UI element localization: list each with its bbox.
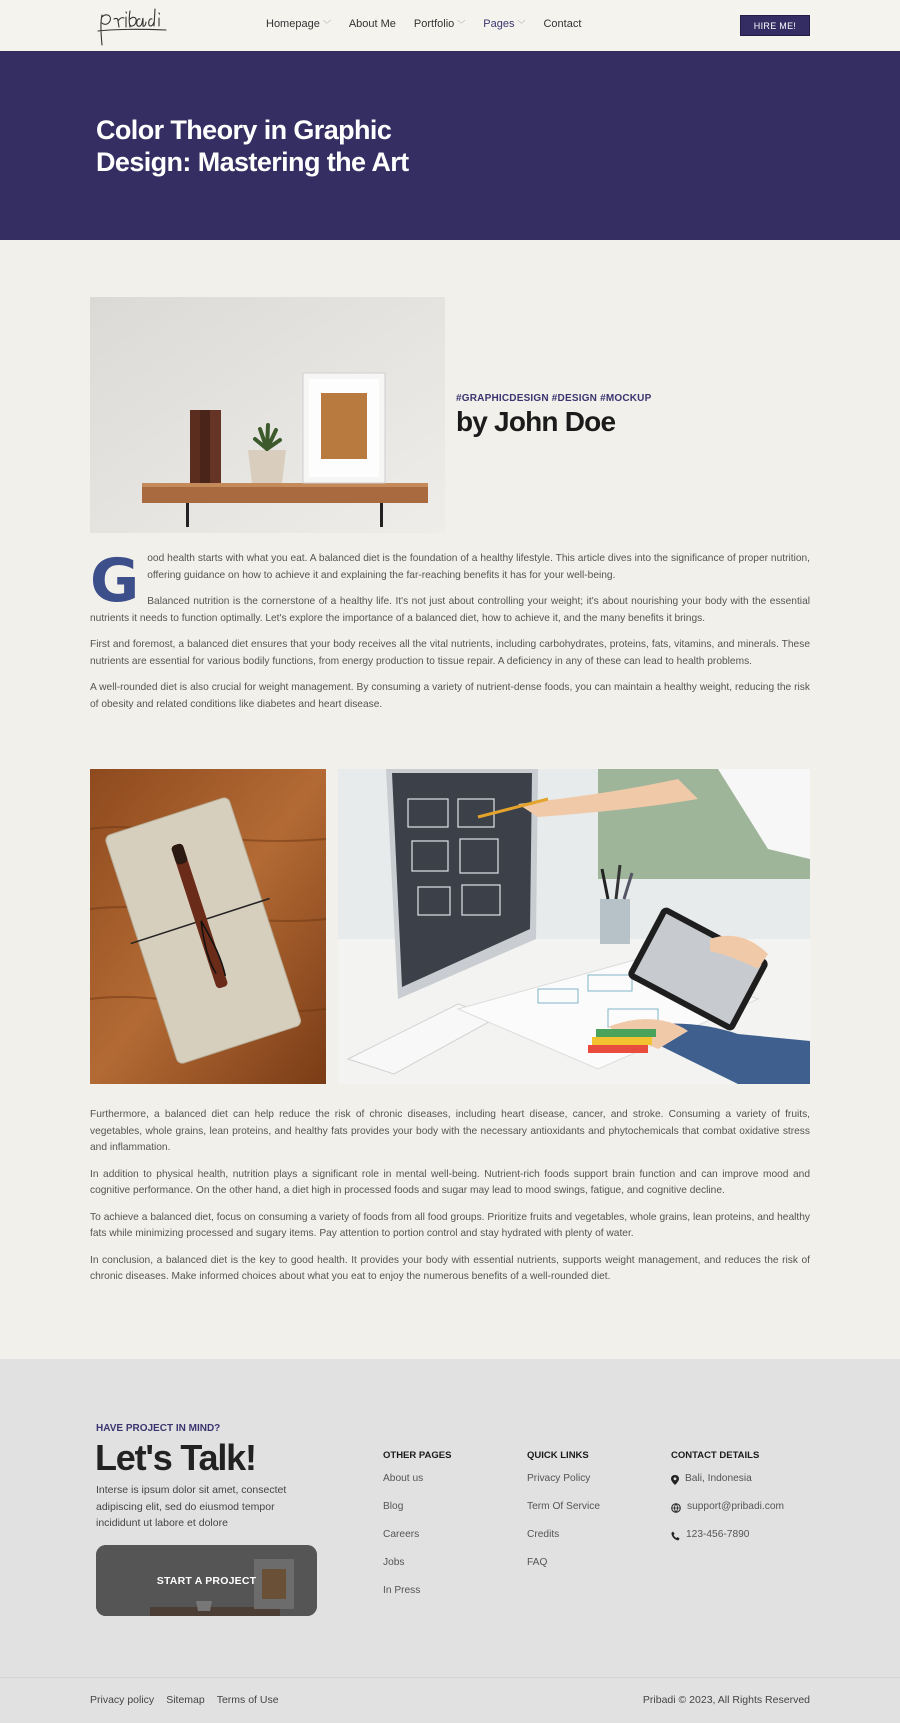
nav-contact[interactable]: Contact (543, 18, 582, 30)
footer-link[interactable]: Privacy Policy (527, 1473, 591, 1484)
article-paragraph: First and foremost, a balanced diet ensures that your body receives all the vital nutrients, including carbohydrates, proteins, fats, vitamins, and minerals. These nutrients are essential for various bodily functions, from energy production to tissue repair. A deficiency in any of these can lead to health problems. (90, 639, 810, 667)
sitemap-link[interactable]: Sitemap (166, 1694, 205, 1706)
hire-me-button[interactable]: HIRE ME! (740, 15, 810, 36)
map-pin-icon (671, 1475, 679, 1485)
article-paragraph: In conclusion, a balanced diet is the key to good health. It provides your body with essential nutrients, supports weight management, and reduces the risk of chronic diseases. Make informed choices about what you eat to enjoy the numerous benefits of a well-rounded diet. (90, 1254, 810, 1282)
start-project-button[interactable]: START A PROJECT (96, 1545, 317, 1616)
article-body-bottom (90, 1107, 810, 1296)
drop-cap: G (90, 546, 140, 616)
footer-link[interactable]: About us (383, 1473, 424, 1484)
post-tags: #GRAPHICDESIGN #DESIGN #MOCKUP (456, 393, 652, 404)
post-author: by John Doe (456, 406, 616, 437)
nav-portfolio[interactable]: Portfolio ﹀ (413, 18, 466, 30)
contact-email[interactable]: support@pribadi.com (671, 1501, 784, 1529)
page-title: Color Theory in Graphic Design: Mastering the Art (96, 115, 409, 177)
privacy-policy-link[interactable]: Privacy policy (90, 1694, 155, 1706)
notebook-image (90, 769, 326, 1084)
contact-phone[interactable]: 123-456-7890 (671, 1529, 784, 1557)
footer-link[interactable]: Careers (383, 1529, 420, 1540)
chevron-down-icon: ﹀ (457, 19, 466, 29)
contact-location: Bali, Indonesia (671, 1473, 784, 1501)
article-paragraph: To achieve a balanced diet, focus on consuming a variety of foods from all food groups. Prioritize fruits and vegetables, whole grains, lean proteins, and healthy fats while minimizing processed and sugary items. Pay attention to portion control and stay hydrated with plenty of water. (90, 1211, 810, 1239)
footer-link[interactable]: Blog (383, 1501, 404, 1512)
footer-link[interactable]: Jobs (383, 1557, 405, 1568)
footer-link[interactable]: Credits (527, 1529, 560, 1540)
chevron-down-icon: ﹀ (517, 19, 526, 29)
article-paragraph: Furthermore, a balanced diet can help reduce the risk of chronic diseases, including heart disease, cancer, and stroke. Consuming a variety of fruits, vegetables, whole grains, lean proteins, and healthy fats provides your body with the necessary antioxidants and phytochemicals that combat oxidative stress and inflammation. (90, 1109, 810, 1153)
site-header (0, 0, 900, 52)
article-body-top (90, 546, 810, 723)
terms-of-use-link[interactable]: Terms of Use (216, 1694, 279, 1706)
article-intro: Good health starts with what you eat. A balanced diet is the foundation of a healthy lifestyle. This article dives into the significance of proper nutrition, offering guidance on how to achieve it and explaining the far-reaching benefits it has for your well-being. (90, 546, 810, 616)
logo[interactable] (96, 5, 168, 47)
footer-link[interactable]: FAQ (527, 1557, 548, 1568)
hero-banner (0, 52, 900, 240)
featured-image (90, 297, 445, 533)
footer-description: Interse is ipsum dolor sit amet, consectet adipiscing elit, sed do eiusmod tempor incididunt ut labore et dolore (96, 1484, 287, 1529)
nav-homepage[interactable]: Homepage ﹀ (266, 18, 331, 30)
article-paragraph: Balanced nutrition is the cornerstone of a healthy life. It's not just about controlling your weight; it's about nourishing your body with the essential nutrients it needs to function optimally. Let's explore the importance of a balanced diet, how to achieve it, and the many benefits it brings. (90, 596, 810, 624)
footer-link[interactable]: In Press (383, 1585, 421, 1596)
nav-pages[interactable]: Pages ﹀ (483, 18, 526, 30)
article-paragraph: In addition to physical health, nutrition plays a significant role in mental well-being. Nutrient-rich foods support brain function and can improve mood and cognitive performance. On the other hand, a diet high in processed foods and sugar may lead to mood swings, fatigue, and cognitive decline. (90, 1168, 810, 1196)
footer-quick-links: QUICK LINKS Privacy Policy Term Of Service Credits FAQ (527, 1450, 600, 1585)
footer-eyebrow: HAVE PROJECT IN MIND? (96, 1423, 221, 1434)
footer-contact-details: CONTACT DETAILS Bali, Indonesia support@pribadi.com 123-456-7890 (671, 1450, 784, 1557)
article-paragraph: A well-rounded diet is also crucial for weight management. By consuming a variety of nutrient-dense foods, you can maintain a healthy weight, reducing the risk of obesity and related conditions like diabetes and heart disease. (90, 682, 810, 710)
footer-link[interactable]: Term Of Service (527, 1501, 601, 1512)
footer-title: Let's Talk! (95, 1437, 256, 1478)
footer-other-pages: OTHER PAGES About us Blog Careers Jobs In Press (383, 1450, 451, 1613)
globe-icon (671, 1503, 681, 1513)
main-nav (266, 18, 581, 30)
footer-bottom-bar (0, 1677, 900, 1723)
phone-icon (671, 1531, 680, 1541)
chevron-down-icon: ﹀ (322, 19, 331, 29)
site-footer (0, 1359, 900, 1723)
footer-legal-links (90, 1694, 279, 1706)
nav-about-me[interactable]: About Me (348, 18, 396, 30)
workspace-image (338, 769, 810, 1084)
copyright-text: Pribadi © 2023, All Rights Reserved (642, 1694, 810, 1706)
